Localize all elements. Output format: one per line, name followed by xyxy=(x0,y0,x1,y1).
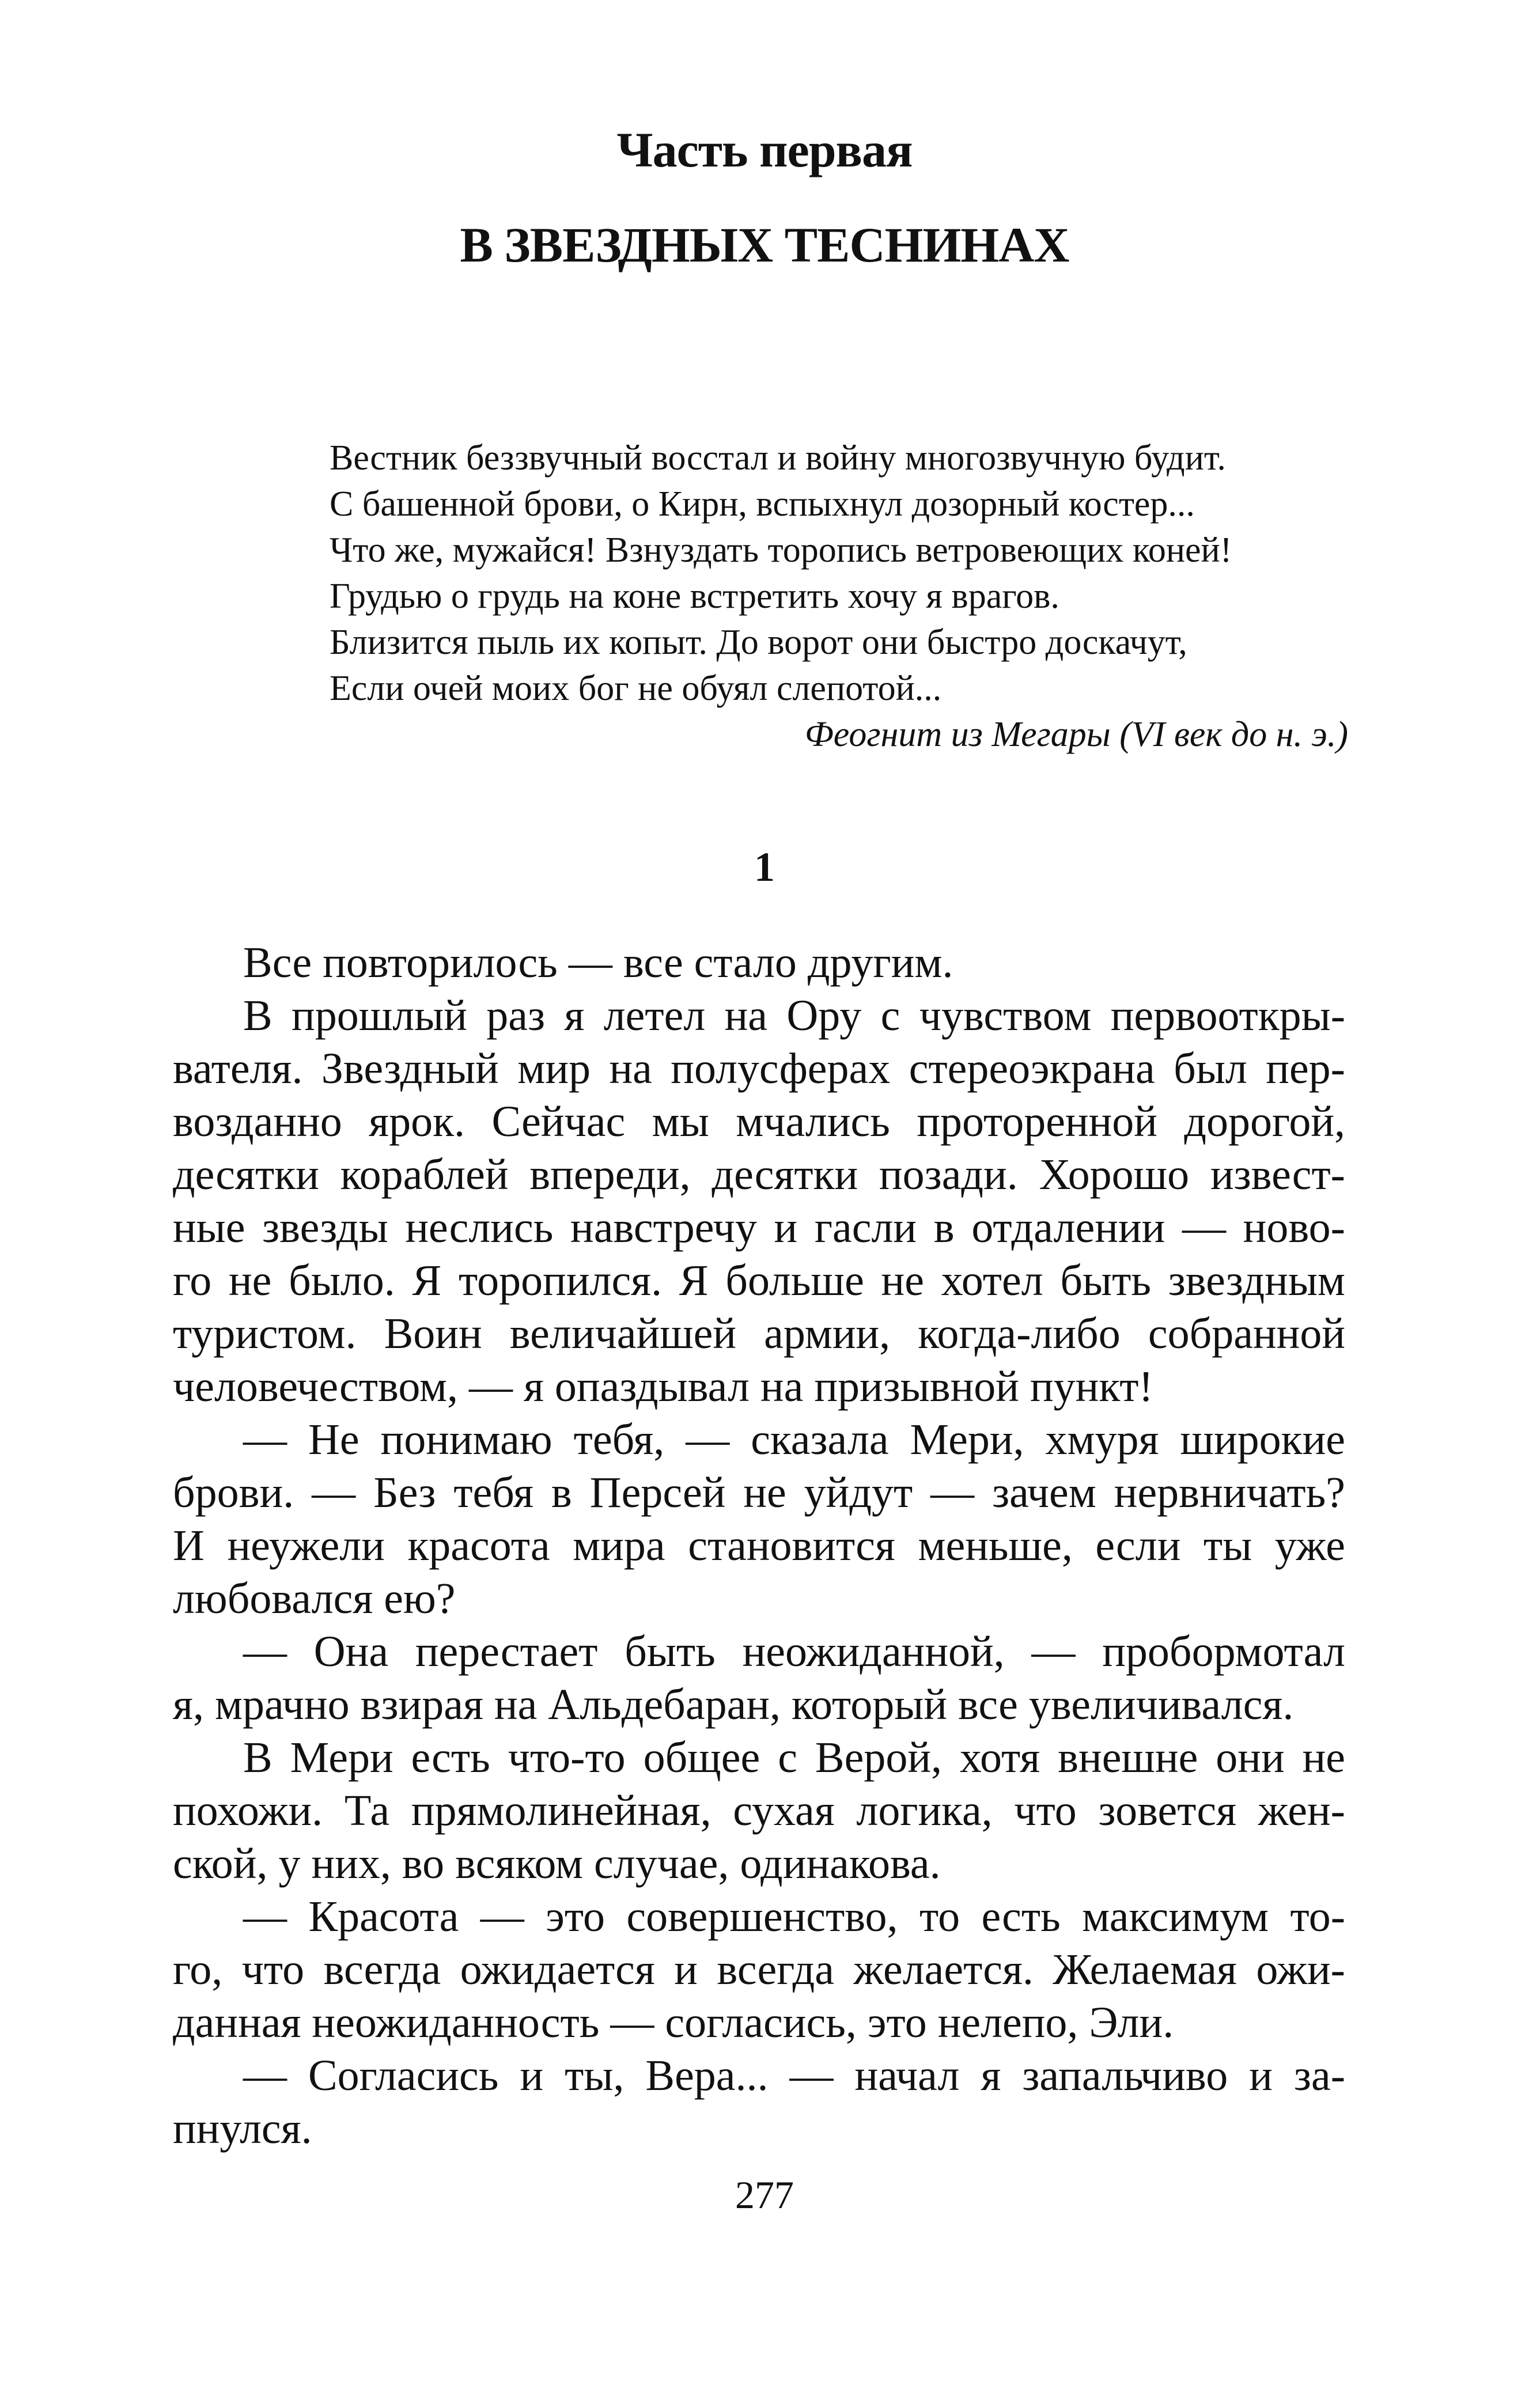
body-line: я, мрачно взирая на Альдебаран, который все увеличивался. xyxy=(173,1680,1294,1729)
epigraph xyxy=(330,435,1355,758)
body-line: ные звезды неслись навстречу и гасли в отдалении — ново- xyxy=(173,1203,1345,1252)
epigraph-line: Вестник беззвучный восстал и войну многозвучную будит. xyxy=(330,438,1226,478)
body-line: Все повторилось — все стало другим. xyxy=(243,938,953,987)
body-text xyxy=(173,936,1345,2155)
epigraph-line: Грудью о грудь на коне встретить хочу я врагов. xyxy=(330,577,1059,616)
body-line: — Красота — это совершенство, то есть максимум то- xyxy=(243,1892,1345,1941)
body-line: пнулся. xyxy=(173,2104,312,2153)
epigraph-line: Близится пыль их копыт. До ворот они быстро доскачут, xyxy=(330,623,1187,662)
body-line: го не было. Я торопился. Я больше не хотел быть звездным xyxy=(173,1256,1345,1305)
body-line: человечеством, — я опаздывал на призывной пункт! xyxy=(173,1362,1153,1411)
body-line: брови. — Без тебя в Персей не уйдут — зачем нервничать? xyxy=(173,1468,1345,1517)
epigraph-line: Если очей моих бог не обуял слепотой... xyxy=(330,669,942,708)
epigraph-line: Что же, мужайся! Взнуздать торопись ветровеющих коней! xyxy=(330,531,1232,570)
body-line: И неужели красота мира становится меньше, если ты уже xyxy=(173,1521,1345,1570)
part-title: Часть первая xyxy=(616,122,913,177)
body-line: го, что всегда ожидается и всегда желается. Желаемая ожи- xyxy=(173,1945,1345,1994)
body-line: возданно ярок. Сейчас мы мчались проторенной дорогой, xyxy=(173,1097,1345,1146)
body-line: данная неожиданность — согласись, это нелепо, Эли. xyxy=(173,1998,1174,2047)
body-line: В Мери есть что-то общее с Верой, хотя внешне они не xyxy=(243,1733,1345,1782)
chapter-number: 1 xyxy=(754,844,775,890)
body-line: похожи. Та прямолинейная, сухая логика, что зовется жен- xyxy=(173,1786,1345,1835)
body-line: любовался ею? xyxy=(173,1574,456,1623)
body-line: ской, у них, во всяком случае, одинакова. xyxy=(173,1839,941,1888)
body-line: туристом. Воин величайшей армии, когда-либо собранной xyxy=(173,1309,1345,1358)
part-subtitle: В ЗВЕЗДНЫХ ТЕСНИНАХ xyxy=(460,217,1069,272)
body-line: — Согласись и ты, Вера... — начал я запальчиво и за- xyxy=(243,2051,1345,2100)
epigraph-source: Феогнит из Мегары (VI век до н. э.) xyxy=(804,715,1348,754)
epigraph-line: С башенной брови, о Кирн, вспыхнул дозорный костер... xyxy=(330,484,1195,524)
body-line: — Не понимаю тебя, — сказала Мери, хмуря широкие xyxy=(243,1415,1345,1464)
body-line: — Она перестает быть неожиданной, — пробормотал xyxy=(243,1627,1345,1676)
body-line: В прошлый раз я летел на Ору с чувством первооткры- xyxy=(243,991,1345,1040)
body-line: вателя. Звездный мир на полусферах стереоэкрана был пер- xyxy=(173,1044,1345,1093)
page-number: 277 xyxy=(735,2173,794,2217)
body-line: десятки кораблей впереди, десятки позади. Хорошо извест- xyxy=(173,1150,1345,1199)
